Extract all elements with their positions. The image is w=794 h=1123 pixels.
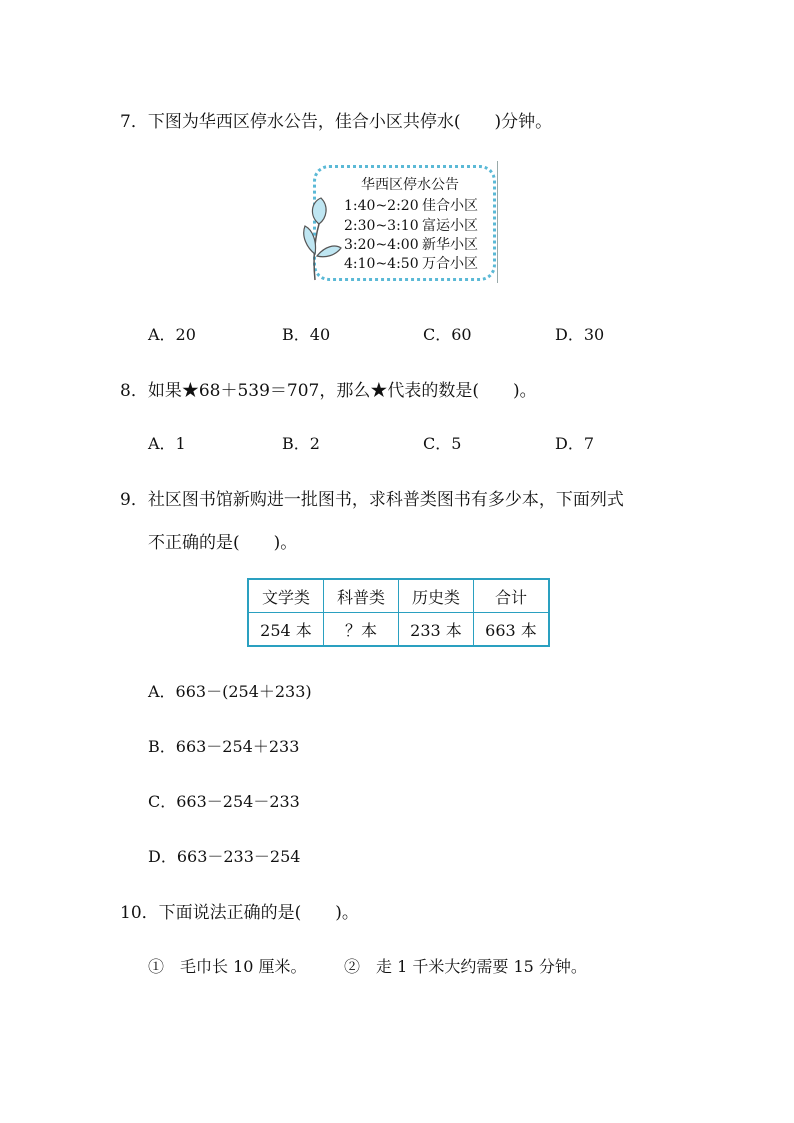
q10-statement-1[interactable]: ① 毛巾长 10 厘米。 xyxy=(148,957,307,976)
q7-option-d[interactable]: D．30 xyxy=(555,325,605,344)
table-cell: 233 本 xyxy=(399,613,474,647)
notice-row xyxy=(344,234,478,254)
q8-option-c[interactable]: C．5 xyxy=(423,434,462,453)
notice-place: 富运小区 xyxy=(422,218,478,234)
notice-row xyxy=(344,253,478,273)
q9-option-a[interactable]: A．663－(254＋233) xyxy=(148,682,312,701)
notice-edge-line xyxy=(497,161,498,283)
q7-option-b[interactable]: B．40 xyxy=(282,325,331,344)
table-row xyxy=(248,613,549,647)
table-cell: 254 本 xyxy=(248,613,324,647)
leaf-plant-icon xyxy=(299,196,343,282)
q8-option-d[interactable]: D．7 xyxy=(555,434,595,453)
table-cell: ？本 xyxy=(324,613,399,647)
notice-title: 华西区停水公告 xyxy=(361,177,459,193)
notice-place: 万合小区 xyxy=(422,256,478,272)
q8-option-a[interactable]: A．1 xyxy=(148,434,186,453)
question-9-stem-line-1: 9．社区图书馆新购进一批图书，求科普类图书有多少本，下面列式 xyxy=(120,490,624,510)
table-header-cell: 历史类 xyxy=(399,579,474,613)
table-header-cell: 合计 xyxy=(474,579,550,613)
notice-time: 3:20~4:00 xyxy=(344,237,419,253)
notice-row xyxy=(344,195,478,215)
q7-option-c[interactable]: C．60 xyxy=(423,325,472,344)
table-header-cell: 文学类 xyxy=(248,579,324,613)
table-cell: 663 本 xyxy=(474,613,550,647)
table-header-cell: 科普类 xyxy=(324,579,399,613)
notice-row xyxy=(344,215,478,235)
q9-option-b[interactable]: B．663－254＋233 xyxy=(148,737,300,756)
q7-option-a[interactable]: A．20 xyxy=(148,325,196,344)
notice-time: 2:30~3:10 xyxy=(344,218,419,234)
notice-time: 1:40~2:20 xyxy=(344,198,419,214)
q8-option-b[interactable]: B．2 xyxy=(282,434,320,453)
q10-statement-2[interactable]: ② 走 1 千米大约需要 15 分钟。 xyxy=(344,957,587,976)
notice-time: 4:10~4:50 xyxy=(344,256,419,272)
notice-place: 佳合小区 xyxy=(422,198,478,214)
notice-place: 新华小区 xyxy=(422,237,478,253)
question-10-stem: 10．下面说法正确的是( )。 xyxy=(120,903,359,923)
book-category-table xyxy=(247,578,550,647)
question-9-stem-line-2: 不正确的是( )。 xyxy=(148,533,298,553)
q9-option-c[interactable]: C．663－254－233 xyxy=(148,792,300,811)
question-8-stem: 8．如果★68＋539＝707，那么★代表的数是( )。 xyxy=(120,381,537,401)
q9-option-d[interactable]: D．663－233－254 xyxy=(148,847,301,866)
question-7-stem: 7．下图为华西区停水公告，佳合小区共停水( )分钟。 xyxy=(120,112,553,132)
table-header-row xyxy=(248,579,549,613)
